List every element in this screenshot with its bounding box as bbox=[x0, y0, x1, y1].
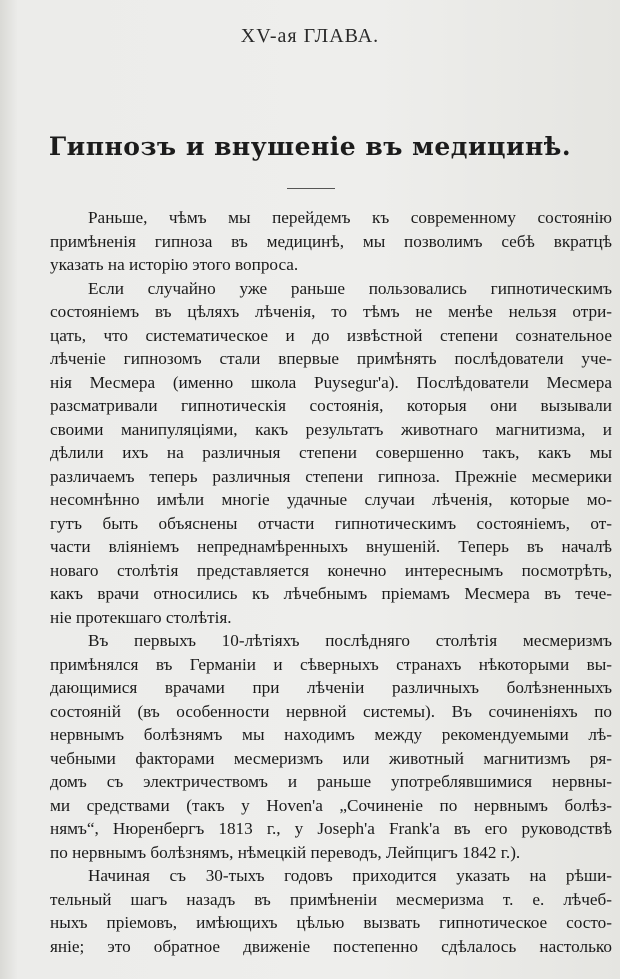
text-line: примѣненія гипноза въ медицинѣ, мы позволимъ себѣ вкратцѣ bbox=[50, 231, 612, 251]
text-line: различаемъ теперь различныя степени гипноза. Прежніе месмерики bbox=[50, 466, 612, 486]
text-line: какъ врачи относились къ лѣчебнымъ пріемамъ Месмера въ тече- bbox=[50, 584, 612, 603]
title-divider bbox=[287, 188, 335, 189]
text-line: дѣлили ихъ на различныя степени совершенно такъ, какъ мы bbox=[50, 443, 612, 462]
text-line: состояній (въ особенности нервной системы). Въ сочиненіяхъ по bbox=[50, 701, 612, 721]
text-line: яніе; это обратное движеніе постепенно сдѣлалось настолько bbox=[50, 936, 612, 956]
text-line: новаго столѣтія представляется конечно интереснымъ посмотрѣть, bbox=[50, 560, 612, 580]
text-line: своими манипуляціями, какъ результатъ животнаго магнитизма, и bbox=[50, 419, 612, 439]
text-line: части вліяніемъ непреднамѣренныхъ внушеній. Теперь въ началѣ bbox=[50, 537, 612, 556]
text-line: Раньше, чѣмъ мы перейдемъ къ современному состоянію bbox=[88, 208, 612, 227]
text-line: Въ первыхъ 10-лѣтіяхъ послѣдняго столѣтія месмеризмъ bbox=[88, 631, 612, 650]
text-line: ніе протекшаго столѣтія. bbox=[50, 607, 232, 627]
body-text bbox=[50, 206, 612, 958]
text-line: по нервнымъ болѣзнямъ, нѣмецкій переводъ, Лейпцигъ 1842 г.). bbox=[50, 842, 521, 862]
text-line: чебными факторами месмеризмъ или животный магнитизмъ ря- bbox=[50, 748, 612, 768]
text-line: ми средствами (такъ у Hoven'а „Сочиненіе по нервнымъ болѣз- bbox=[50, 795, 612, 815]
text-line: гутъ быть объяснены отчасти гипнотическимъ состояніемъ, от- bbox=[50, 513, 612, 533]
text-line: нервнымъ болѣзнямъ мы находимъ между рекомендуемыми лѣ- bbox=[50, 725, 612, 744]
text-line: указать на исторію этого вопроса. bbox=[50, 255, 299, 274]
text-line: примѣнялся въ Германіи и сѣверныхъ странахъ нѣкоторыми вы- bbox=[50, 654, 612, 674]
text-line: Начиная съ 30-тыхъ годовъ приходится указать на рѣши- bbox=[88, 866, 612, 885]
text-line: цать, что систематическое и до извѣстной степени сознательное bbox=[50, 325, 612, 345]
text-line: ныхъ пріемовъ, имѣющихъ цѣлью вызвать гипнотическое состо- bbox=[50, 913, 612, 932]
text-line: несомнѣнно имѣли многіе удачные случаи лѣченія, которые мо- bbox=[50, 490, 612, 509]
page-title: Гипнозъ и внушеніе въ медицинѣ. bbox=[48, 132, 572, 161]
text-line: разсматривали гипнотическія состоянія, которыя они вызывали bbox=[50, 396, 612, 415]
text-line: дающимися врачами при лѣченіи различныхъ болѣзненныхъ bbox=[50, 678, 612, 697]
text-line: домъ съ электричествомъ и раньше употреблявшимися нервны- bbox=[50, 772, 612, 791]
text-line: Если случайно уже раньше пользовались гипнотическимъ bbox=[88, 278, 612, 298]
text-line: лѣченіе гипнозомъ стали впервые примѣнять послѣдователи уче- bbox=[50, 349, 612, 368]
text-line: тельный шагъ назадъ въ примѣненіи месмеризма т. е. лѣчеб- bbox=[50, 889, 612, 909]
text-line: состояніемъ въ цѣляхъ лѣченія, то тѣмъ не менѣе нельзя отри- bbox=[50, 302, 612, 321]
text-line: нія Месмера (именно школа Puysegur'а). Послѣдователи Месмера bbox=[50, 372, 612, 392]
text-line: нямъ“, Нюренбергъ 1813 г., у Joseph'а Frank'а въ его руководствѣ bbox=[50, 819, 612, 838]
chapter-heading: XV-ая ГЛАВА. bbox=[240, 25, 380, 47]
